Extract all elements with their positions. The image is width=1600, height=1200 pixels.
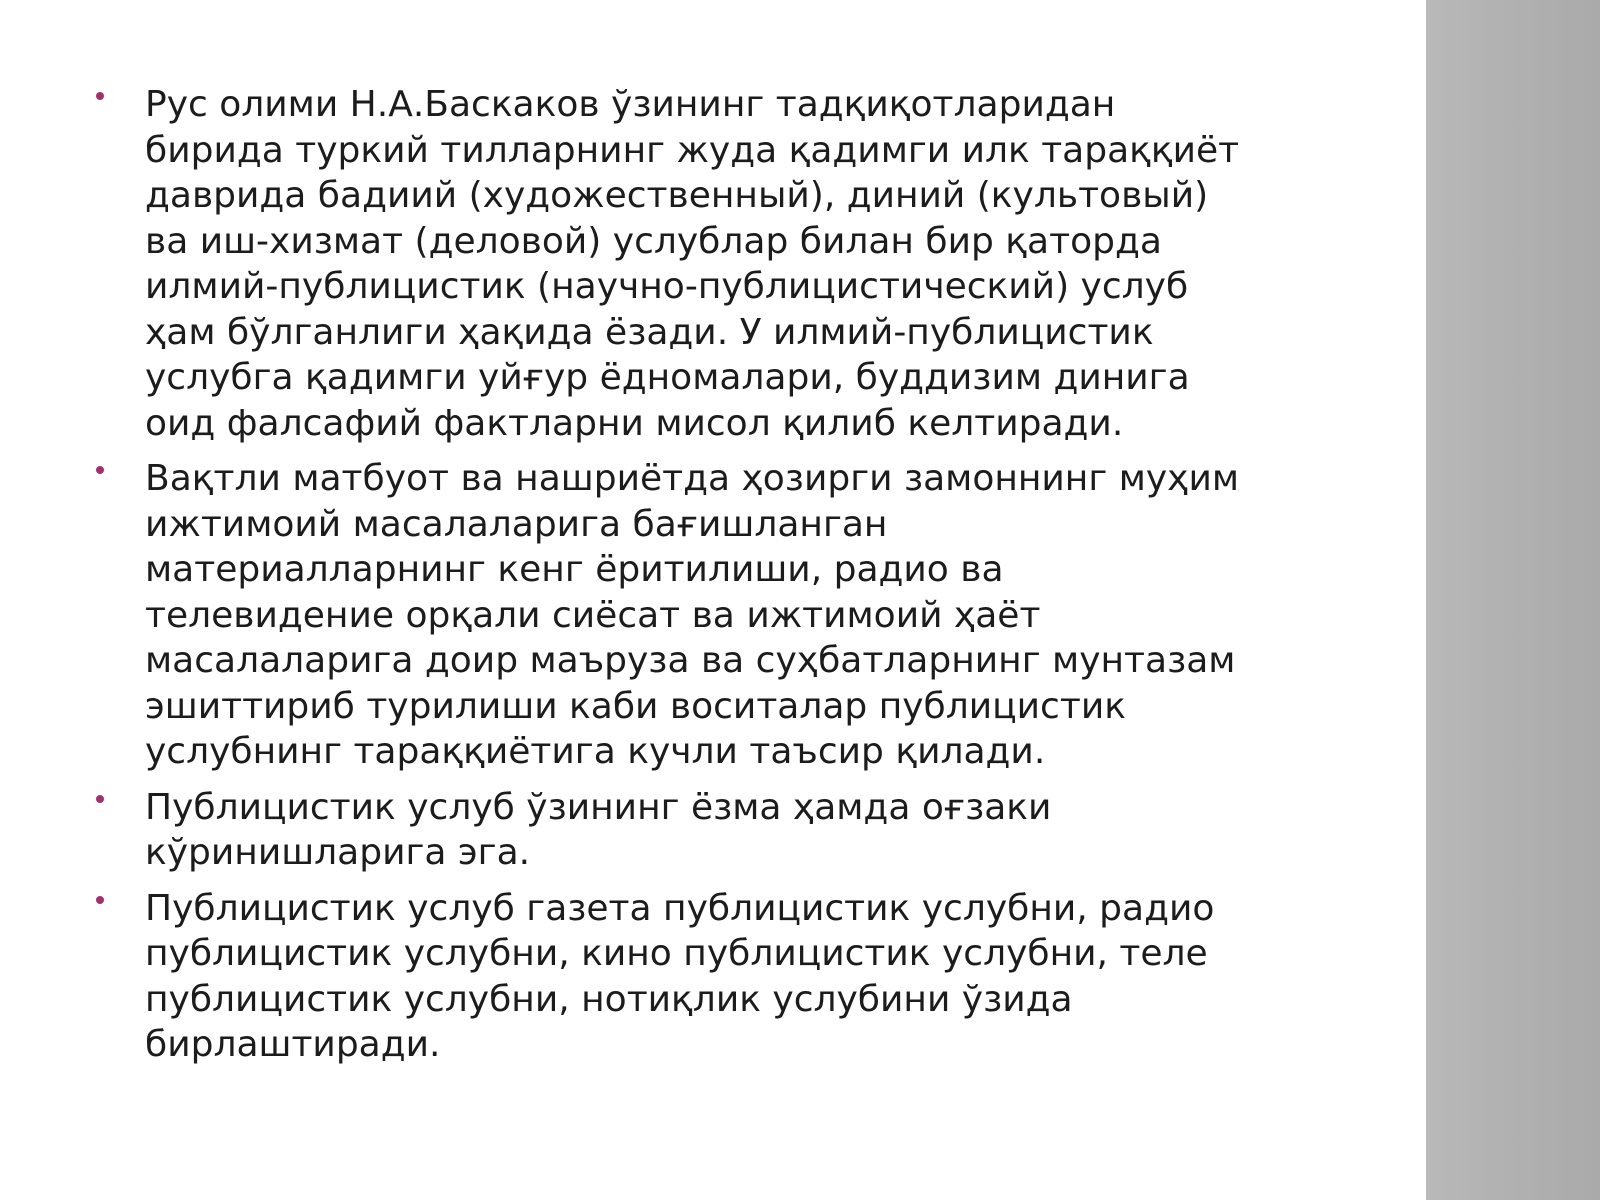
text-line: публицистик услубни, нотиқлик услубини ўзида	[145, 978, 1073, 1020]
bullet-dot-icon	[96, 92, 104, 100]
text-line: ва иш-хизмат (деловой) услублар билан бир қаторда	[145, 220, 1162, 262]
text-line: телевидение орқали сиёсат ва ижтимоий ҳаёт	[145, 594, 1041, 636]
bullet-dot-icon	[96, 466, 104, 474]
text-line: ҳам бўлганлиги ҳақида ёзади. У илмий-публицистик	[145, 311, 1154, 353]
text-line: Публицистик услуб газета публицистик услубни, радио	[145, 887, 1215, 929]
bullet-text	[145, 82, 1390, 446]
text-line: масалаларига доир маъруза ва суҳбатларнинг мунтазам	[145, 640, 1236, 681]
text-line: Публицистик услуб ўзининг ёзма ҳамда оғзаки	[145, 786, 1052, 828]
bullet-dot-icon	[96, 795, 104, 803]
text-line: кўринишларига эга.	[145, 832, 531, 873]
text-line: услубга қадимги уйғур ёдномалари, буддизим динига	[145, 357, 1190, 398]
bullet-item	[90, 456, 1390, 775]
text-line: Рус олими Н.А.Баскаков ўзининг тадқиқотларидан	[145, 84, 1116, 125]
text-line: эшиттириб турилиши каби воситалар публицистик	[145, 685, 1126, 727]
text-line: бирида туркий тилларнинг жуда қадимги илк тараққиёт	[145, 129, 1240, 171]
bullet-text	[145, 886, 1390, 1068]
bullet-text	[145, 456, 1390, 775]
bullet-item	[90, 886, 1390, 1068]
side-decor-panel	[1426, 0, 1600, 1200]
slide-content	[90, 82, 1390, 1068]
text-line: Вақтли матбуот ва нашриётда ҳозирги замоннинг муҳим	[145, 458, 1240, 499]
bullet-text	[145, 785, 1390, 876]
text-line: илмий-публицистик (научно-публицистический) услуб	[145, 266, 1189, 307]
bullet-dot-icon	[96, 896, 104, 904]
bullet-item	[90, 82, 1390, 446]
text-line: материалларнинг кенг ёритилиши, радио ва	[145, 549, 1004, 590]
text-line: даврида бадиий (художественный), диний (культовый)	[145, 175, 1209, 216]
bullet-list	[90, 82, 1390, 1068]
text-line: бирлаштиради.	[145, 1024, 441, 1065]
text-line: оид фалсафий фактларни мисол қилиб келтиради.	[145, 402, 1124, 444]
bullet-item	[90, 785, 1390, 876]
text-line: ижтимоий масалаларига бағишланган	[145, 503, 888, 545]
text-line: услубнинг тараққиётига кучли таъсир қилади.	[145, 731, 1046, 772]
text-line: публицистик услубни, кино публицистик услубни, теле	[145, 933, 1208, 974]
